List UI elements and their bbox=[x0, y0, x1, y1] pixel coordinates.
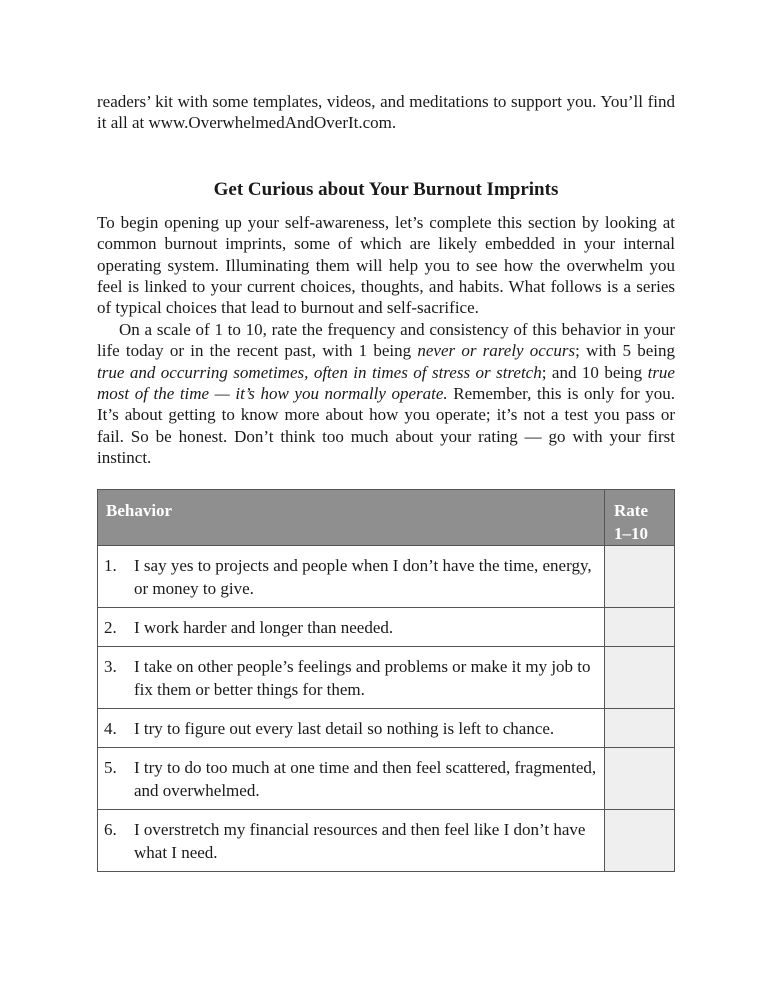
behavior-cell bbox=[98, 708, 605, 747]
behavior-cell bbox=[98, 809, 605, 871]
row-text: I try to figure out every last detail so nothing is left to chance. bbox=[134, 718, 555, 738]
behavior-table bbox=[97, 489, 675, 872]
rate-input-cell[interactable] bbox=[605, 607, 675, 646]
rate-input-cell[interactable] bbox=[605, 545, 675, 607]
table-row bbox=[98, 809, 675, 871]
row-text: I work harder and longer than needed. bbox=[134, 617, 394, 637]
rate-input-cell[interactable] bbox=[605, 708, 675, 747]
paragraph-2 bbox=[97, 319, 675, 469]
row-number: 2. bbox=[104, 617, 117, 637]
table-header-row bbox=[98, 489, 675, 545]
behavior-cell bbox=[98, 646, 605, 708]
page bbox=[97, 91, 675, 872]
header-rate bbox=[605, 489, 675, 545]
table-row bbox=[98, 708, 675, 747]
row-text: I take on other people’s feelings and problems or make it my job to fix them or better things for them. bbox=[134, 656, 591, 699]
intro-paragraph: readers’ kit with some templates, videos, and meditations to support you. You’ll find it all at www.OverwhelmedAndOverIt.com. bbox=[97, 92, 675, 133]
row-number: 6. bbox=[104, 819, 117, 839]
paragraph-2-text-3: ; and 10 being bbox=[541, 362, 648, 382]
behavior-cell bbox=[98, 545, 605, 607]
table-row bbox=[98, 646, 675, 708]
rate-input-cell[interactable] bbox=[605, 747, 675, 809]
section-heading: Get Curious about Your Burnout Imprints bbox=[213, 178, 559, 200]
row-text: I try to do too much at one time and then feel scattered, fragmented, and overwhelmed. bbox=[134, 757, 597, 800]
row-number: 3. bbox=[104, 656, 117, 676]
rate-input-cell[interactable] bbox=[605, 809, 675, 871]
row-number: 5. bbox=[104, 757, 117, 777]
row-number: 4. bbox=[104, 718, 117, 738]
behavior-cell bbox=[98, 747, 605, 809]
table-row bbox=[98, 747, 675, 809]
paragraph-2-text-4: Remember, this is only for you. It’s about getting to know more about how you operate; it’s not a test you pass or fail. So be honest. Don’t think too much about your rating — go with your first instinct. bbox=[97, 384, 675, 468]
table-row bbox=[98, 545, 675, 607]
header-rate-line2: 1–10 bbox=[614, 523, 648, 543]
table-row bbox=[98, 607, 675, 646]
row-number: 1. bbox=[104, 555, 117, 575]
paragraph-2-em-2: true and occurring sometimes, often in times of stress or stretch bbox=[97, 362, 542, 382]
paragraph-2-em-1: never or rarely occurs bbox=[417, 341, 576, 361]
paragraph-2-text-2: ; with 5 being bbox=[575, 341, 675, 361]
header-behavior: Behavior bbox=[98, 489, 605, 545]
row-text: I say yes to projects and people when I don’t have the time, energy, or money to give. bbox=[134, 555, 592, 598]
paragraph-2-em-3: true most of the time — it’s how you normally operate. bbox=[97, 362, 675, 404]
behavior-cell bbox=[98, 607, 605, 646]
paragraph-1: To begin opening up your self-awareness, let’s complete this section by looking at common burnout imprints, some of which are likely embedded in your internal operating system. Illuminating them will help you to see how the overwhelm you feel is linked to your current choices, thoughts, and habits. What follows is a series of typical choices that lead to burnout and self-sacrifice. bbox=[97, 212, 675, 318]
header-rate-line1: Rate bbox=[614, 500, 648, 520]
paragraph-2-text-1: On a scale of 1 to 10, rate the frequency and consistency of this behavior in your life today or in the recent past, with 1 being bbox=[97, 319, 675, 361]
rate-input-cell[interactable] bbox=[605, 646, 675, 708]
row-text: I overstretch my financial resources and then feel like I don’t have what I need. bbox=[134, 819, 586, 862]
